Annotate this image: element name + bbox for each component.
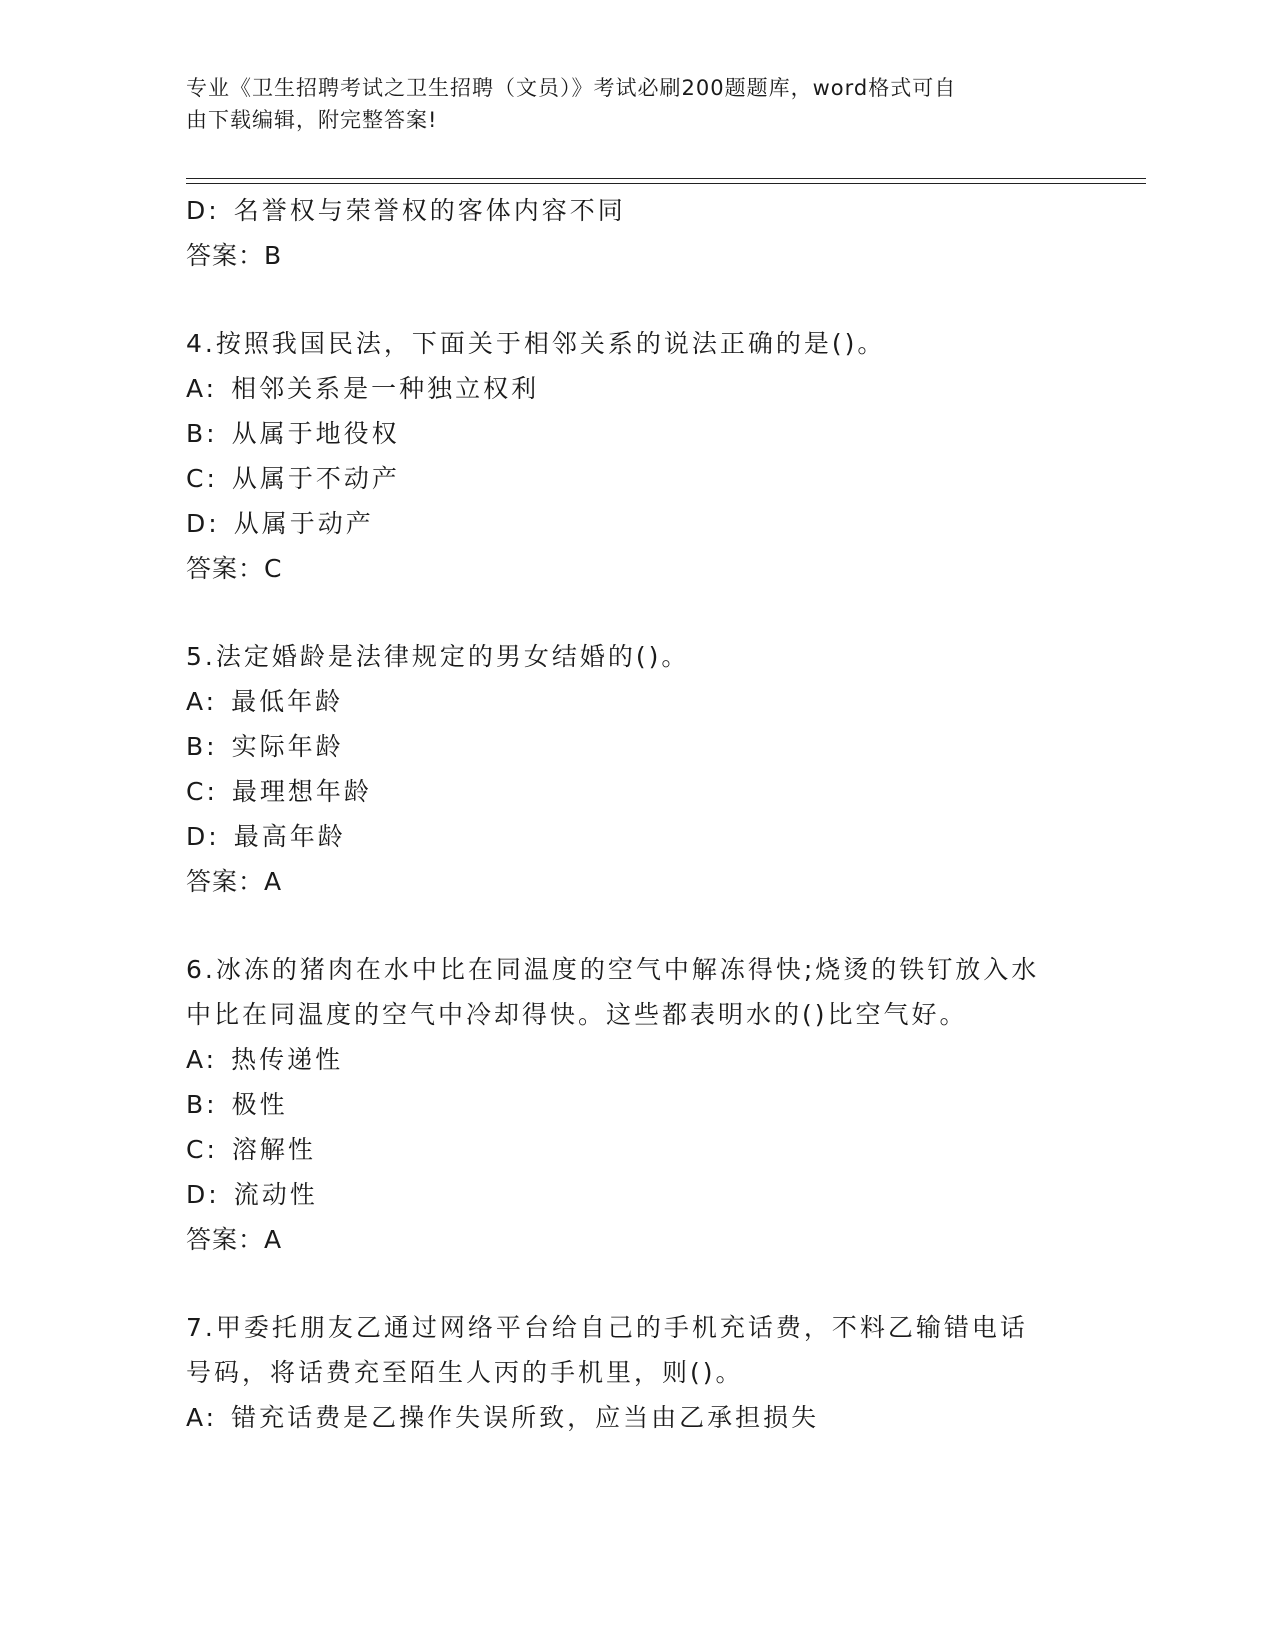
header-line-1: 专业《卫生招聘考试之卫生招聘（文员）》考试必刷200题题库，word格式可自 (186, 76, 957, 100)
option-text: 溶解性 (231, 1135, 316, 1164)
option-label: D: (186, 1180, 220, 1209)
option-text: 从属于地役权 (231, 419, 400, 448)
answer: 答案：A (186, 867, 283, 896)
option-label: C: (186, 1135, 218, 1164)
question-stem: 4.按照我国民法，下面关于相邻关系的说法正确的是()。 (186, 329, 886, 358)
option-label: B: (186, 1090, 218, 1119)
option-label: A: (186, 1045, 218, 1074)
option-d (186, 188, 1086, 233)
question-stem (186, 1305, 1066, 1395)
option-text: 最高年龄 (233, 822, 346, 851)
question-stem-line: 6.冰冻的猪肉在水中比在同温度的空气中解冻得快;烧烫的铁钉放入水 (186, 955, 1040, 984)
option-label: B: (186, 732, 218, 761)
answer: 答案：A (186, 1225, 283, 1254)
option-text: 热传递性 (231, 1045, 344, 1074)
question-list (186, 188, 1086, 1440)
option-label: D: (186, 822, 220, 851)
option-text: 名誉权与荣誉权的客体内容不同 (233, 196, 626, 225)
option-label: C: (186, 464, 218, 493)
question-stem-line: 中比在同温度的空气中冷却得快。这些都表明水的()比空气好。 (186, 1000, 968, 1029)
option-text: 最理想年龄 (231, 777, 372, 806)
option-label: D: (186, 196, 220, 225)
option-c (186, 1127, 1086, 1172)
option-text: 极性 (231, 1090, 288, 1119)
document-header (186, 72, 1066, 136)
header-line-2: 由下载编辑，附完整答案! (186, 108, 438, 132)
option-text: 从属于动产 (233, 509, 374, 538)
option-a (186, 1037, 1086, 1082)
option-b (186, 411, 1086, 456)
header-divider-top (186, 178, 1146, 179)
option-c (186, 769, 1086, 814)
option-text: 实际年龄 (231, 732, 344, 761)
question-stem-line: 7.甲委托朋友乙通过网络平台给自己的手机充话费，不料乙输错电话 (186, 1313, 1028, 1342)
answer: 答案：C (186, 554, 283, 583)
question-stem: 5.法定婚龄是法律规定的男女结婚的()。 (186, 642, 690, 671)
option-label: D: (186, 509, 220, 538)
answer: 答案：B (186, 241, 283, 270)
option-label: B: (186, 419, 218, 448)
option-d (186, 1172, 1086, 1217)
option-a (186, 366, 1086, 411)
option-d (186, 814, 1086, 859)
option-label: C: (186, 777, 218, 806)
option-text: 最低年龄 (231, 687, 344, 716)
option-a (186, 679, 1086, 724)
question-stem-line: 号码，将话费充至陌生人丙的手机里，则()。 (186, 1358, 744, 1387)
option-c (186, 456, 1086, 501)
option-text: 流动性 (233, 1180, 318, 1209)
header-divider-bottom (186, 183, 1146, 184)
option-label: A: (186, 1403, 218, 1432)
option-a (186, 1395, 1086, 1440)
option-label: A: (186, 374, 218, 403)
option-text: 从属于不动产 (231, 464, 400, 493)
option-text: 错充话费是乙操作失误所致，应当由乙承担损失 (231, 1403, 820, 1432)
option-b (186, 1082, 1086, 1127)
option-b (186, 724, 1086, 769)
option-text: 相邻关系是一种独立权利 (231, 374, 540, 403)
option-label: A: (186, 687, 218, 716)
question-stem (186, 947, 1066, 1037)
option-d (186, 501, 1086, 546)
